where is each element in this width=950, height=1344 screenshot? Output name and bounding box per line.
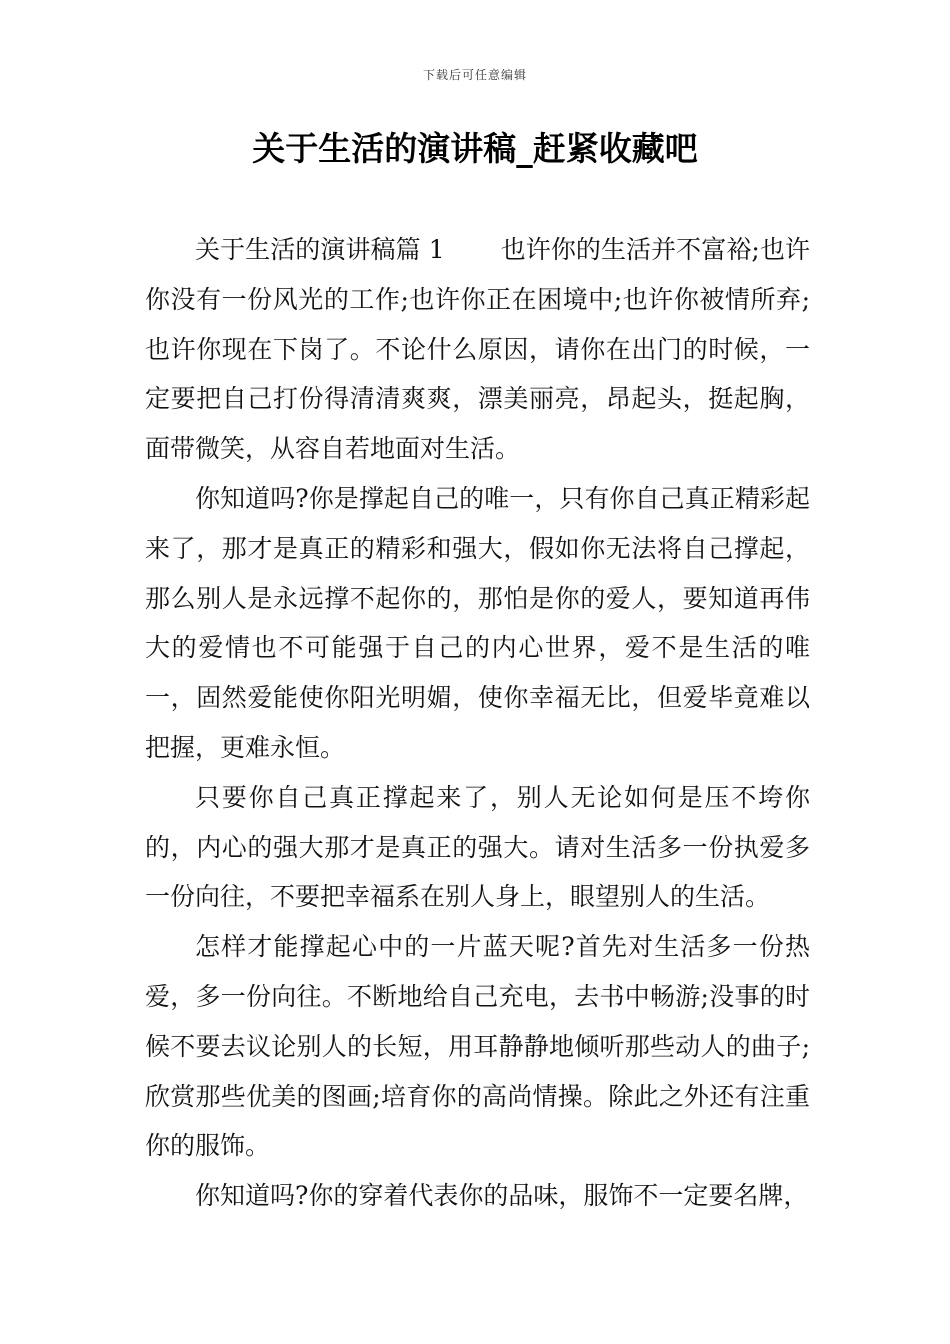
paragraph-2: 你知道吗?你是撑起自己的唯一，只有你自己真正精彩起来了，那才是真正的精彩和强大，假如你无法将自己撑起，那么别人是永远撑不起你的，那怕是你的爱人，要知道再伟大的爱情也不可能强于自己的内心世界，爱不是生活的唯一，固然爱能使你阳光明媚，使你幸福无比，但爱毕竟难以把握，更难永恒。 [145, 483, 810, 762]
header-note: 下载后可任意编辑 [422, 68, 527, 82]
document-title: 关于生活的演讲稿_赶紧收藏吧 [252, 129, 698, 168]
paragraph-1 [145, 225, 810, 474]
document-body [145, 225, 810, 1221]
paragraph-text: 也许你的生活并不富裕;也许你没有一份风光的工作;也许你正在困境中;也许你被情所弃;也许你现在下岗了。不论什么原因，请你在出门的时候，一定要把自己打份得清清爽爽，漂美丽亮，昂起头，挺起胸，面带微笑，从容自若地面对生活。 [145, 235, 810, 464]
paragraph-4: 怎样才能撑起心中的一片蓝天呢?首先对生活多一份热爱，多一份向往。不断地给自己充电，去书中畅游;没事的时候不要去议论别人的长短，用耳静静地倾听那些动人的曲子;欣赏那些优美的图画;培育你的高尚情操。除此之外还有注重你的服饰。 [145, 932, 810, 1161]
paragraph-3: 只要你自己真正撑起来了，别人无论如何是压不垮你的，内心的强大那才是真正的强大。请对生活多一份执爱多一份向往，不要把幸福系在别人身上，眼望别人的生活。 [145, 782, 810, 912]
paragraph-5: 你知道吗?你的穿着代表你的品味，服饰不一定要名牌， [195, 1181, 809, 1211]
section-label: 关于生活的演讲稿篇 1 [195, 235, 445, 264]
